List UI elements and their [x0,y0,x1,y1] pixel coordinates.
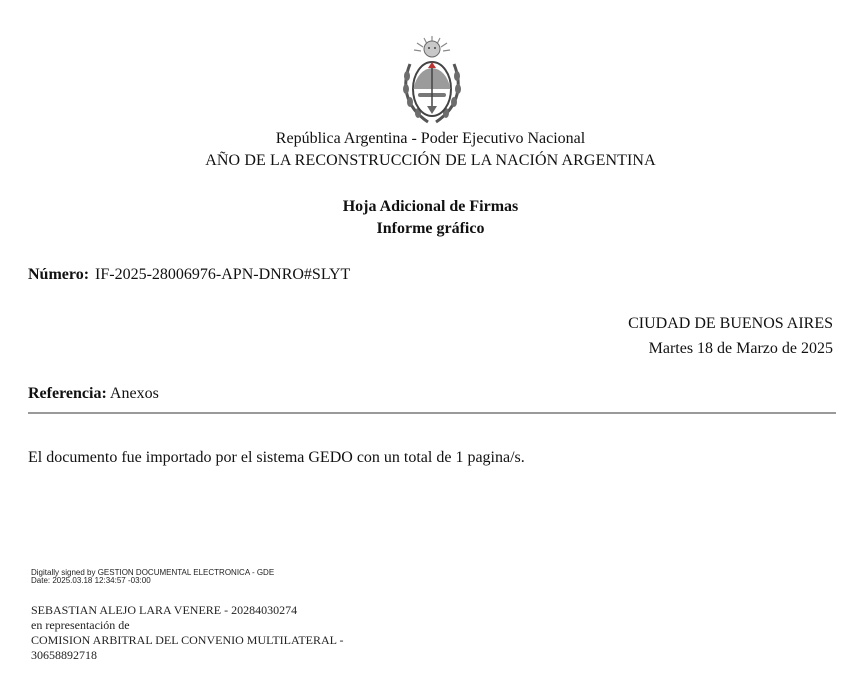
header-line-1: República Argentina - Poder Ejecutivo Nacional [275,130,586,147]
digital-signature-date: Date: 2025.03.18 12:34:57 -03:00 [31,576,151,585]
document-title: Hoja Adicional de Firmas [342,198,519,215]
signer-representation: en representación de [31,618,130,632]
digital-signature-line: Digitally signed by GESTION DOCUMENTAL ELECTRONICA - GDE [31,568,275,577]
signer-org: COMISION ARBITRAL DEL CONVENIO MULTILATERAL - [31,633,344,647]
header-line-2: AÑO DE LA RECONSTRUCCIÓN DE LA NACIÓN ARGENTINA [205,152,656,169]
body-text: El documento fue importado por el sistema GEDO con un total de 1 pagina/s. [28,449,525,466]
referencia-value: Anexos [109,385,159,402]
signer-org-id: 30658892718 [31,648,97,662]
referencia-label: Referencia: [28,385,107,402]
signer-name: SEBASTIAN ALEJO LARA VENERE - 20284030274 [31,603,298,617]
signer-block [31,603,344,663]
numero-value: IF-2025-28006976-APN-DNRO#SLYT [95,266,351,283]
city: CIUDAD DE BUENOS AIRES [628,315,833,332]
numero-label: Número: [28,266,90,283]
divider [28,412,836,414]
date: Martes 18 de Marzo de 2025 [648,340,833,357]
referencia-row [28,385,159,403]
numero-row [28,266,350,284]
coat-of-arms-icon [398,34,466,128]
digital-signature-stamp [31,569,274,585]
document-subtitle: Informe gráfico [376,220,485,237]
